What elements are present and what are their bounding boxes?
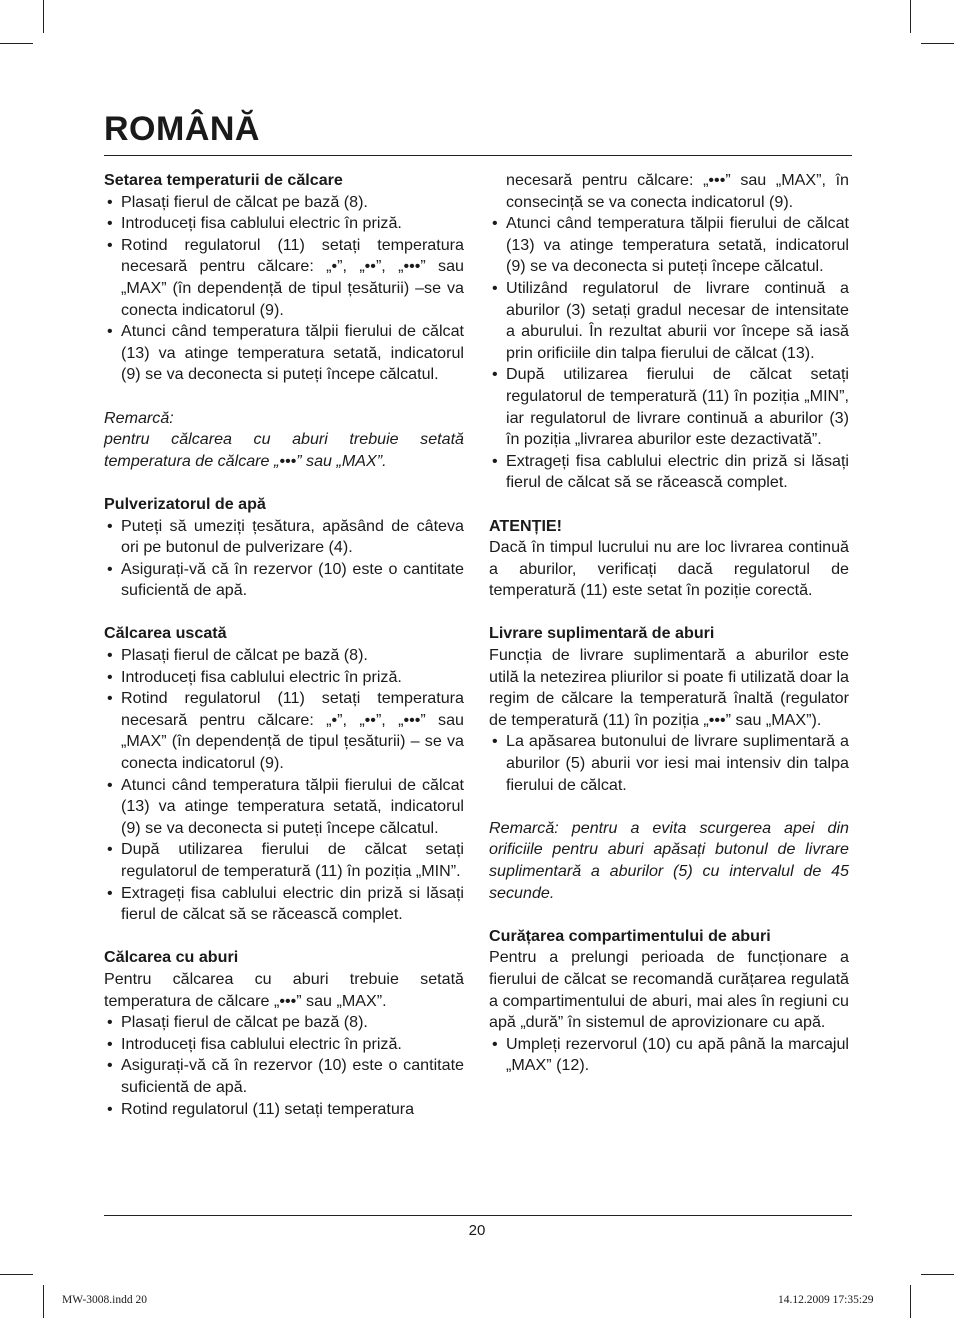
list-item: • Asigurați-vă că în rezervor (10) este o cantitate suficientă de apă.: [104, 559, 464, 602]
crop-mark: [43, 0, 44, 33]
list-item: • Puteți să umeziți țesătura, apăsând de câteva ori pe butonul de pulverizare (4).: [104, 516, 464, 559]
paragraph: Pentru călcarea cu aburi trebuie setată temperatura de călcare „•••” sau „MAX”.: [104, 969, 464, 1010]
list-item: • Utilizând regulatorul de livrare continuă a aburilor (3) setați gradul necesar de intensitate a aburului. În rezultat aburii vor începe să iasă prin orificiile din talpa fierului de călcat (13).: [489, 278, 849, 364]
section-heading: Livrare suplimentară de aburi: [489, 624, 715, 643]
list-item: • Asigurați-vă că în rezervor (10) este o cantitate suficientă de apă.: [104, 1055, 464, 1098]
list-item: • La apăsarea butonului de livrare suplimentară a aburilor (5) aburii vor iesi mai intensiv din talpa fierului de călcat.: [489, 731, 849, 796]
note-text: Remarcă: pentru a evita scurgerea apei din orificiile pentru aburi apăsați butonul de livrare suplimentară a aburilor (5) cu intervalul de 45 secunde.: [489, 818, 849, 902]
file-slug: MW-3008.indd 20: [62, 1294, 147, 1306]
list-item: • Plasați fierul de călcat pe bază (8).: [104, 192, 464, 214]
list-item: • Introduceți fisa cablului electric în priză.: [104, 1034, 464, 1056]
footer-rule: [104, 1215, 852, 1216]
section-heading: Setarea temperaturii de călcare: [104, 171, 343, 189]
section-heading: Curățarea compartimentului de aburi: [489, 926, 771, 945]
crop-mark: [43, 1285, 44, 1318]
date-slug: 14.12.2009 17:35:29: [778, 1294, 874, 1306]
list-item: • Introduceți fisa cablului electric în priză.: [104, 213, 464, 235]
list-item: • Umpleți rezervorul (10) cu apă până la marcajul „MAX” (12).: [489, 1034, 849, 1077]
title-rule: [104, 155, 852, 156]
list-item: • Rotind regulatorul (11) setați temperatura: [104, 1099, 464, 1121]
list-item: • După utilizarea fierului de călcat setați regulatorul de temperatură (11) în poziția „MIN”, iar regulatorul de livrare continuă a aburilor (3) în poziția „livrarea aburilor este dezactivată”.: [489, 364, 849, 450]
note-text: pentru călcarea cu aburi trebuie setată temperatura de călcare „•••” sau „MAX”.: [104, 430, 464, 470]
list-item: • Atunci când temperatura tălpii fierului de călcat (13) va atinge temperatura setată, indicatorul (9) se va deconecta si puteți începe călcatul.: [104, 321, 464, 386]
bullet-list: [104, 516, 464, 602]
bullet-list: [489, 1034, 849, 1077]
list-item: • Atunci când temperatura tălpii fierului de călcat (13) va atinge temperatura setată, indicatorul (9) se va deconecta si puteți începe călcatul.: [489, 213, 849, 278]
paragraph: Funcția de livrare suplimentară a aburilor este utilă la netezirea pliurilor si poate fi utilizată doar la regim de călcare la temperatură înaltă (regulator de temperatură (11) în poziția „•••” sau „MAX”).: [489, 646, 849, 729]
crop-mark: [921, 1274, 954, 1275]
note-label: Remarcă:: [104, 408, 174, 427]
page-number: 20: [468, 1222, 486, 1239]
crop-mark: [0, 43, 33, 44]
section-heading: Pulverizatorul de apă: [104, 494, 266, 513]
list-item: • Plasați fierul de călcat pe bază (8).: [104, 1012, 464, 1034]
list-item: • Atunci când temperatura tălpii fierului de călcat (13) va atinge temperatura setată, indicatorul (9) se va deconecta si puteți începe călcatul.: [104, 775, 464, 840]
list-item: • Introduceți fisa cablului electric în priză.: [104, 667, 464, 689]
bullet-list: [104, 192, 464, 386]
section-heading: Călcarea cu aburi: [104, 948, 239, 967]
paragraph: Pentru a prelungi perioada de funcționare a fierului de călcat se recomandă curățarea regulată a compartimentului de aburi, mai ales în regiuni cu apă „dură” în sistemul de aprovizionare cu apă.: [489, 948, 849, 1032]
crop-mark: [0, 1274, 33, 1275]
list-item: • Extrageți fisa cablului electric din priză si lăsați fierul de călcat să se răcească complet.: [104, 883, 464, 926]
right-column: [489, 170, 849, 1077]
left-column: [104, 170, 464, 1120]
section-heading: Călcarea uscată: [104, 624, 227, 643]
bullet-list: [104, 645, 464, 926]
list-item: • Extrageți fisa cablului electric din priză si lăsați fierul de călcat să se răcească complet.: [489, 451, 849, 494]
crop-mark: [910, 1285, 911, 1318]
crop-mark: [921, 43, 954, 44]
list-item: • Rotind regulatorul (11) setați temperatura necesară pentru călcare: „•”, „••”, „•••” sau „MAX” (în dependență de tipul țesăturii) –se va conecta indicatorul (9).: [104, 235, 464, 321]
page-title: ROMÂNĂ: [104, 110, 260, 148]
bullet-list: [489, 731, 849, 796]
warning-heading: ATENȚIE!: [489, 516, 563, 535]
warning-text: Dacă în timpul lucrului nu are loc livrarea continuă a aburilor, verificați dacă regulatorul de temperatură (11) este setat în poziție corectă.: [489, 538, 849, 600]
crop-mark: [910, 0, 911, 33]
list-item: • Rotind regulatorul (11) setați temperatura necesară pentru călcare: „•”, „••”, „•••” sau „MAX” (în dependență de tipul țesăturii) – se va conecta indicatorul (9).: [104, 688, 464, 774]
bullet-list: [489, 170, 849, 494]
list-item-continuation: necesară pentru călcare: „•••” sau „MAX”, în consecință se va conecta indicatorul (9).: [506, 171, 849, 211]
list-item: • După utilizarea fierului de călcat setați regulatorul de temperatură (11) în poziția „MIN”.: [104, 839, 464, 882]
bullet-list: [104, 1012, 464, 1120]
list-item: • Plasați fierul de călcat pe bază (8).: [104, 645, 464, 667]
